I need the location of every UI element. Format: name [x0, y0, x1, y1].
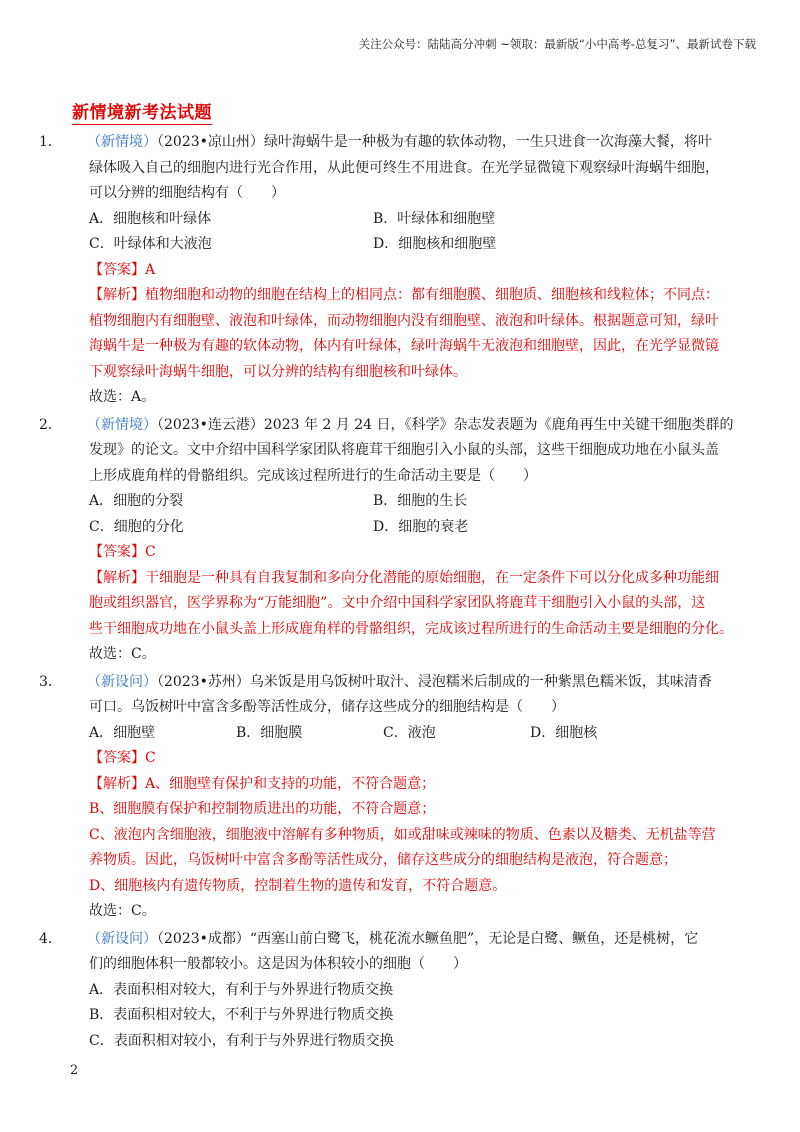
- analysis-line: D、细胞核内有遗传物质，控制着生物的遗传和发育，不符合题意。: [89, 877, 507, 894]
- analysis-line: 胞或组织器官，医学界称为“万能细胞”。文中介绍中国科学家团队将鹿茸干细胞引入小鼠的头部，这: [89, 595, 706, 611]
- option-d: D．细胞核: [530, 724, 598, 741]
- question-1: [39, 130, 740, 411]
- analysis-line: B、细胞膜有保护和控制物质进出的功能，不符合题意；: [89, 801, 436, 817]
- question-number: 4．: [39, 930, 62, 947]
- question-2: [39, 413, 740, 668]
- question-stem-line: 2． （新情境）（2023•连云港）2023 年 2 月 24 日，《科学》杂志发表题为《鹿角再生中关键干细胞类群的: [89, 413, 740, 439]
- option-a: A．细胞壁: [89, 724, 156, 741]
- question-stem-line: 1． （新情境）（2023•凉山州）绿叶海蜗牛是一种极为有趣的软体动物，一生只进食一次海藻大餐，将叶: [89, 130, 740, 156]
- analysis-line: 【解析】干细胞是一种具有自我复制和多向分化潜能的原始细胞，在一定条件下可以分化成多种功能细: [89, 569, 719, 586]
- analysis-line: 【解析】植物细胞和动物的细胞在结构上的相同点：都有细胞膜、细胞质、细胞核和线粒体；不同点：: [89, 287, 719, 303]
- analysis-line: 些干细胞成功地在小鼠头盖上形成鹿角样的骨骼组织，完成该过程所进行的生命活动主要是细胞的分化。: [89, 620, 733, 637]
- question-number: 2．: [39, 416, 62, 433]
- answer: 【答案】C: [89, 544, 156, 560]
- option-a: A．细胞核和叶绿体: [89, 210, 212, 227]
- analysis-line: C、液泡内含细胞液，细胞液中溶解有多种物质，如或甜味或辣味的物质、色素以及糖类、无机盐等营: [89, 826, 716, 843]
- question-3: [39, 670, 740, 925]
- option-b: B．叶绿体和细胞壁: [373, 210, 496, 227]
- analysis-line: 下观察绿叶海蜗牛细胞，可以分辨的结构有细胞核和叶绿体。: [89, 363, 467, 380]
- question-list: [39, 130, 740, 1056]
- option-a: A．细胞的分裂: [89, 493, 184, 509]
- conclusion: 故选：C。: [89, 646, 156, 662]
- conclusion: 故选：A。: [89, 389, 156, 405]
- question-stem-line: 3． （新设问）（2023•苏州）乌米饭是用乌饭树叶取汁、浸泡糯米后制成的一种紫黑色糯米饭，其味清香: [89, 670, 740, 696]
- analysis-line: 植物细胞内有细胞壁、液泡和叶绿体，而动物细胞内没有细胞壁、液泡和叶绿体。根据题意可知，绿叶: [89, 312, 719, 329]
- option-c: C．叶绿体和大液泡: [89, 236, 212, 252]
- question-tag: （新设问）: [87, 930, 157, 947]
- section-title: 新情境新考法试题: [72, 98, 212, 125]
- question-stem-line: 发现》的论文。文中介绍中国科学家团队将鹿茸干细胞引入小鼠的头部，这些干细胞成功地在小鼠头盖: [89, 442, 719, 458]
- question-tag: （新情境）: [87, 416, 157, 433]
- option-a: A．表面积相对较大，有利于与外界进行物质交换: [89, 981, 394, 998]
- question-stem-line: 们的细胞体积一般都较小。这是因为体积较小的细胞（ ）: [89, 956, 467, 972]
- question-number: 1．: [39, 134, 62, 150]
- option-d: D．细胞的衰老: [373, 518, 469, 535]
- analysis-line: 海蜗牛是一种极为有趣的软体动物，体内有叶绿体，绿叶海蜗牛无液泡和细胞壁，因此，在光学显微镜: [89, 338, 719, 354]
- option-c: C．细胞的分化: [89, 518, 184, 535]
- question-stem-line: 可口。乌饭树叶中富含多酚等活性成分，储存这些成分的细胞结构是（ ）: [89, 699, 565, 715]
- option-d: D．细胞核和细胞壁: [373, 236, 497, 252]
- analysis-line: 养物质。因此，乌饭树叶中富含多酚等活性成分，储存这些成分的细胞结构是液泡，符合题意；: [89, 852, 677, 868]
- answer: 【答案】A: [89, 261, 156, 278]
- conclusion: 故选：C。: [89, 903, 156, 919]
- option-c: C．表面积相对较小，有利于与外界进行物质交换: [89, 1032, 394, 1049]
- question-number: 3．: [39, 673, 62, 690]
- question-tag: （新设问）: [87, 673, 157, 690]
- option-b: B．表面积相对较大，不利于与外界进行物质交换: [89, 1007, 394, 1023]
- page-number: 2: [70, 1063, 79, 1078]
- page-header: 关注公众号：陆陆高分冲刺 ~领取：最新版“小中高考-总复习”、最新试卷下载: [358, 37, 756, 51]
- option-b: B．细胞膜: [236, 724, 303, 741]
- question-4: [39, 927, 740, 1055]
- question-tag: （新情境）: [87, 134, 157, 150]
- question-stem-line: 上形成鹿角样的骨骼组织。完成该过程所进行的生命活动主要是（ ）: [89, 467, 537, 484]
- analysis-line: 【解析】A、细胞壁有保护和支持的功能，不符合题意；: [89, 775, 436, 792]
- answer: 【答案】C: [89, 750, 156, 766]
- option-b: B．细胞的生长: [373, 493, 468, 509]
- option-c: C．液泡: [383, 724, 436, 741]
- question-stem-line: 4． （新设问）（2023•成都）“西塞山前白鹭飞，桃花流水鳜鱼肥”，无论是白鹭、鳜鱼，还是桃树，它: [89, 927, 740, 953]
- question-stem-line: 绿体吸入自己的细胞内进行光合作用，从此便可终生不用进食。在光学显微镜下观察绿叶海蜗牛细胞，: [89, 159, 719, 176]
- question-stem-line: 可以分辨的细胞结构有（ ）: [89, 185, 285, 201]
